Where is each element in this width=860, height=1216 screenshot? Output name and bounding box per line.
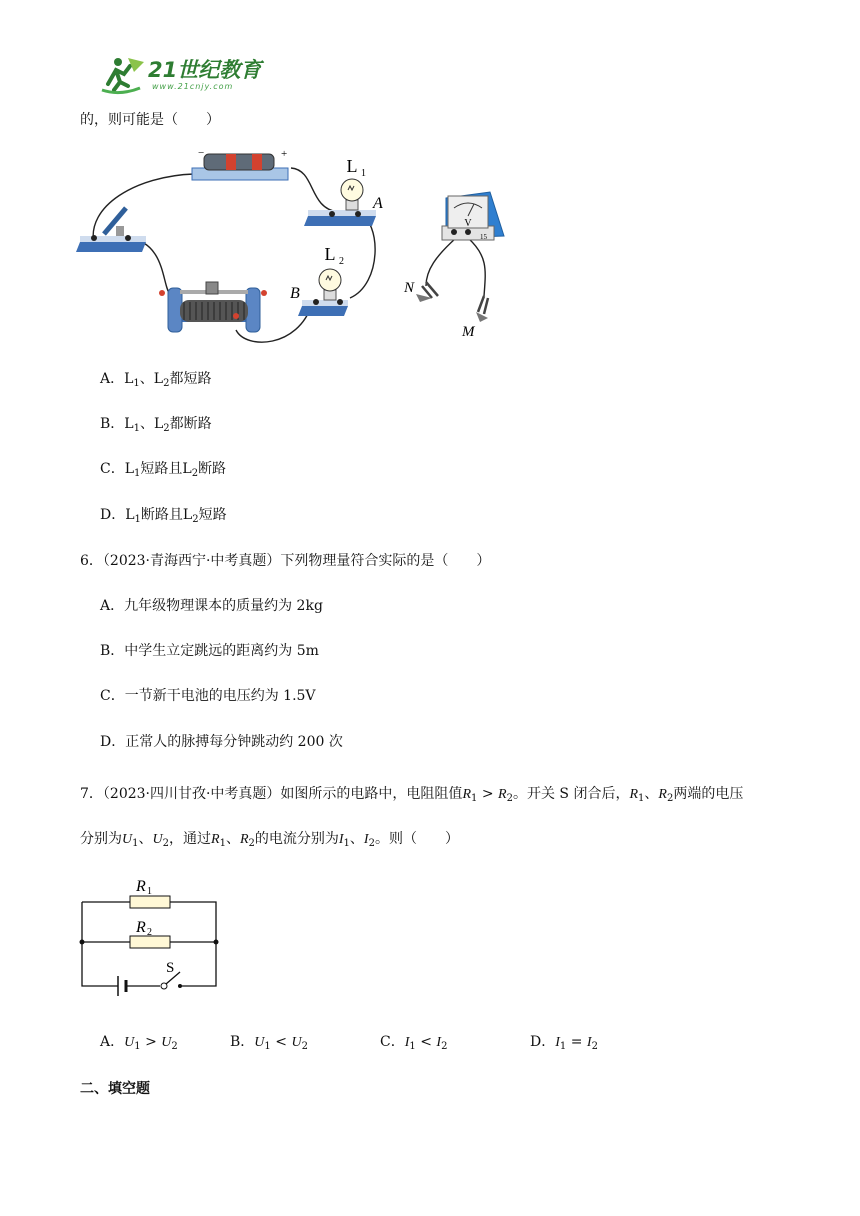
battery: [192, 147, 288, 180]
q6-option-b[interactable]: B．中学生立定跳远的距离约为 5m: [100, 643, 319, 659]
q5-option-c[interactable]: C．$L_1$短路且$L_2$断路: [100, 461, 227, 479]
section-title: 二、填空题: [80, 1081, 150, 1097]
label-n: N: [404, 280, 415, 296]
knife-switch: [76, 208, 146, 252]
logo: [100, 52, 270, 98]
q5-option-a[interactable]: A．$L_1$、$L_2$都短路: [100, 371, 212, 389]
battery-plus-label: +: [281, 148, 288, 160]
sliding-rheostat: [159, 282, 267, 332]
q7-stem-line1: 7．（2023·四川甘孜·中考真题）如图所示的电路中，电阻阻值$R_1 > R_2$。开关 S 闭合后，$R_1$、$R_2$两端的电压: [80, 786, 744, 804]
q7-option-a[interactable]: A．$U_1 > U_2$: [100, 1034, 178, 1052]
bulb-l2: [290, 244, 348, 316]
label-r2: R: [136, 919, 146, 936]
q5-option-b[interactable]: B．$L_1$、$L_2$都断路: [100, 416, 212, 434]
q5-option-d[interactable]: D．$L_1$断路且$L_2$短路: [100, 507, 227, 525]
label-r1-sub: 1: [147, 886, 152, 897]
label-r2-sub: 2: [147, 927, 152, 938]
label-l1: L: [346, 156, 358, 176]
logo-text: 21世纪教育: [148, 58, 262, 82]
q7-circuit-diagram: [76, 872, 226, 1002]
voltmeter-15-label: 15: [480, 233, 487, 241]
q5-circuit-figure: [76, 146, 516, 346]
battery-minus-label: −: [198, 147, 205, 159]
label-r1: R: [136, 878, 146, 895]
label-l2-sub: 2: [339, 256, 344, 267]
q5-stem-tail: 的，则可能是（ ）: [80, 112, 220, 128]
switch-contact: [161, 983, 167, 989]
q6-stem: 6．（2023·青海西宁·中考真题）下列物理量符合实际的是（ ）: [80, 553, 491, 569]
q7-option-b[interactable]: B．$U_1 < U_2$: [230, 1034, 308, 1052]
bulb-l1: [304, 156, 383, 226]
label-l2: L: [324, 244, 336, 264]
label-b: B: [290, 285, 300, 302]
resistor-r1: [130, 896, 170, 908]
clip-n: [403, 280, 438, 302]
label-m: M: [462, 324, 475, 340]
q6-option-c[interactable]: C．一节新干电池的电压约为 1.5V: [100, 688, 316, 704]
logo-url: www.21cnjy.com: [152, 82, 234, 91]
q6-option-a[interactable]: A．九年级物理课本的质量约为 2kg: [100, 598, 323, 614]
clip-m: [461, 296, 488, 340]
q6-option-d[interactable]: D．正常人的脉搏每分钟跳动约 200 次: [100, 734, 343, 750]
label-a: A: [373, 195, 383, 212]
label-s: S: [166, 960, 175, 976]
label-l1-sub: 1: [361, 168, 366, 179]
voltmeter-v-label: V: [464, 218, 472, 229]
q7-stem-line2: 分别为$U_1$、$U_2$，通过$R_1$、$R_2$的电流分别为$I_1$、$I_2$。则（ ）: [80, 831, 459, 849]
voltmeter: [442, 192, 504, 241]
q7-option-c[interactable]: C．$I_1 < I_2$: [380, 1034, 448, 1052]
q7-option-d[interactable]: D．$I_1 = I_2$: [530, 1034, 598, 1052]
